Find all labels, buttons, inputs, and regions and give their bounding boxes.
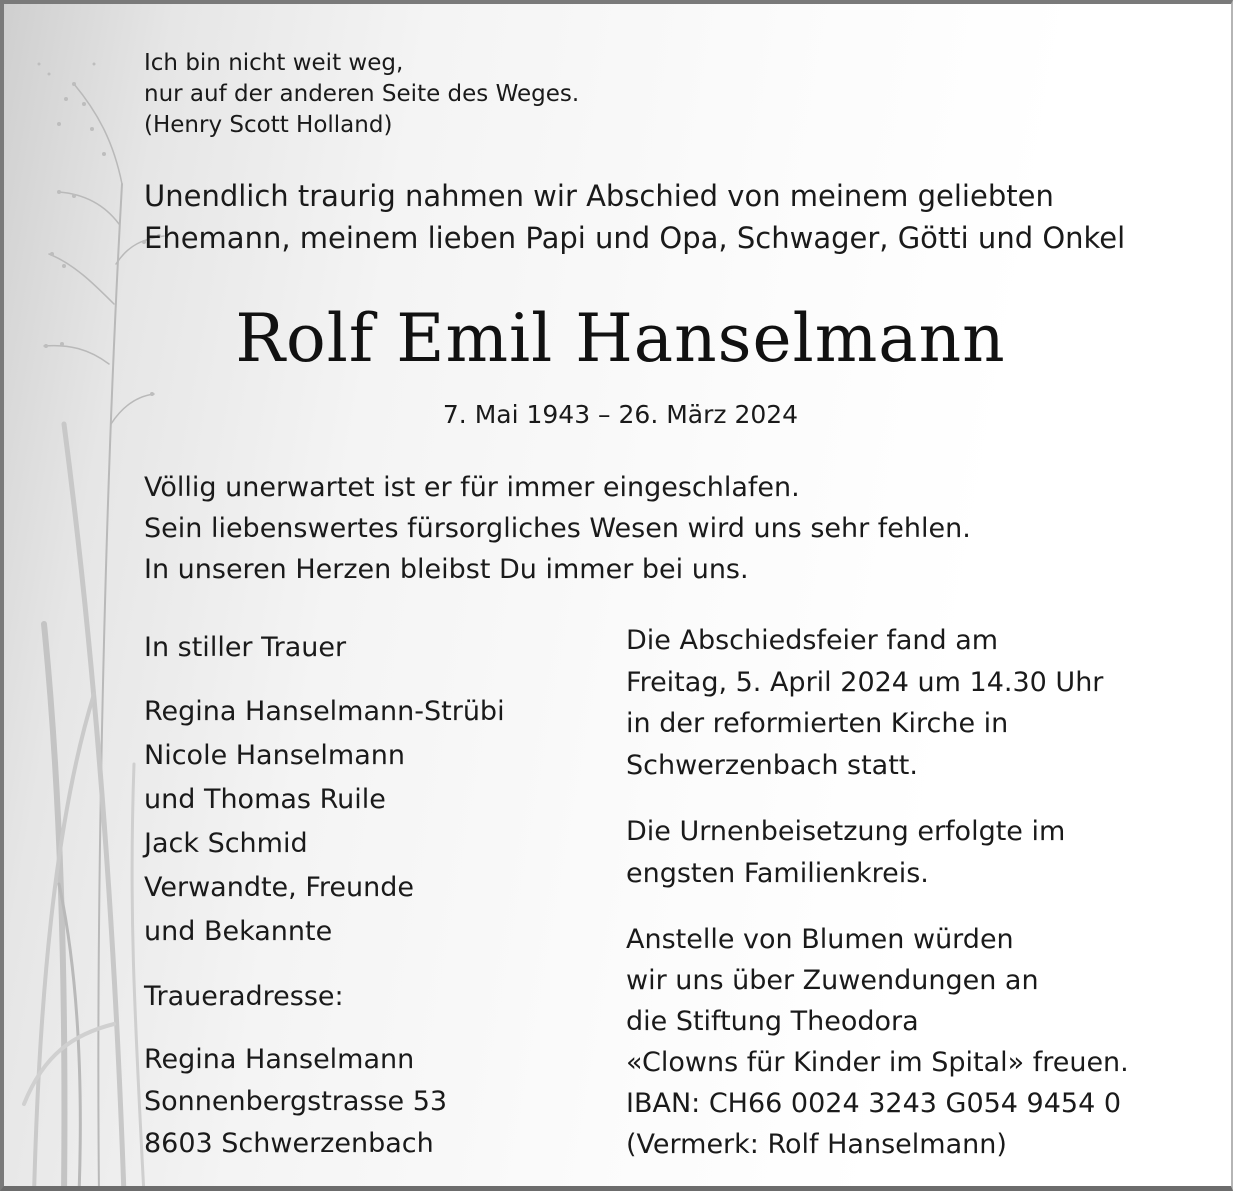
mourning-address	[144, 1039, 505, 1165]
tribute-line: Sein liebenswertes fürsorgliches Wesen wird uns sehr fehlen.	[144, 513, 971, 544]
mourner-name: Regina Hanselmann-Strübi	[144, 696, 505, 727]
address-line: Regina Hanselmann	[144, 1044, 415, 1075]
intro-text	[144, 175, 1125, 259]
tribute-text	[144, 467, 971, 590]
intro-line: Ehemann, meinem lieben Papi und Opa, Schwager, Götti und Onkel	[144, 221, 1126, 255]
life-dates: 7. Mai 1943 – 26. März 2024	[442, 400, 799, 429]
mourner-name: und Bekannte	[144, 916, 333, 947]
burial-line: engsten Familienkreis.	[626, 857, 929, 889]
mourner-name: und Thomas Ruile	[144, 784, 386, 815]
mourners-column	[144, 626, 505, 1165]
ceremony-line: Die Abschiedsfeier fand am	[626, 625, 999, 656]
mourner-name: Jack Schmid	[144, 828, 308, 859]
opening-quote	[144, 48, 579, 141]
address-line: Sonnenbergstrasse 53	[144, 1086, 448, 1117]
donation-line: die Stiftung Theodora	[626, 1006, 919, 1037]
tribute-line: In unseren Herzen bleibst Du immer bei uns.	[144, 554, 749, 585]
donation-info	[626, 919, 1129, 1165]
quote-line: Ich bin nicht weit weg,	[144, 50, 404, 76]
ceremony-line: Freitag, 5. April 2024 um 14.30 Uhr	[626, 666, 1104, 698]
ceremony-info	[626, 620, 1129, 786]
address-label: Traueradresse:	[144, 981, 344, 1012]
donation-line: Anstelle von Blumen würden	[626, 924, 1014, 955]
quote-line: nur auf der anderen Seite des Weges.	[144, 81, 580, 107]
mourners-list	[144, 690, 505, 954]
deceased-name: Rolf Emil Hanselmann	[235, 300, 1006, 377]
mourners-heading: In stiller Trauer	[144, 632, 347, 663]
details-column	[626, 620, 1129, 1165]
mourner-name: Verwandte, Freunde	[144, 872, 414, 903]
donation-note: (Vermerk: Rolf Hanselmann)	[626, 1129, 1007, 1160]
mourner-name: Nicole Hanselmann	[144, 740, 405, 771]
address-line: 8603 Schwerzenbach	[144, 1128, 434, 1159]
ceremony-line: in der reformierten Kirche in	[626, 708, 1009, 739]
ceremony-line: Schwerzenbach statt.	[626, 749, 918, 781]
intro-line: Unendlich traurig nahmen wir Abschied von meinem geliebten	[144, 179, 1054, 213]
quote-author: (Henry Scott Holland)	[144, 112, 393, 138]
burial-line: Die Urnenbeisetzung erfolgte im	[626, 816, 1066, 847]
tribute-line: Völlig unerwartet ist er für immer eingeschlafen.	[144, 472, 800, 503]
donation-line: wir uns über Zuwendungen an	[626, 965, 1039, 996]
donation-line: «Clowns für Kinder im Spital» freuen.	[626, 1047, 1129, 1078]
burial-info	[626, 811, 1129, 894]
iban-line: IBAN: CH66 0024 3243 G054 9454 0	[626, 1088, 1122, 1119]
